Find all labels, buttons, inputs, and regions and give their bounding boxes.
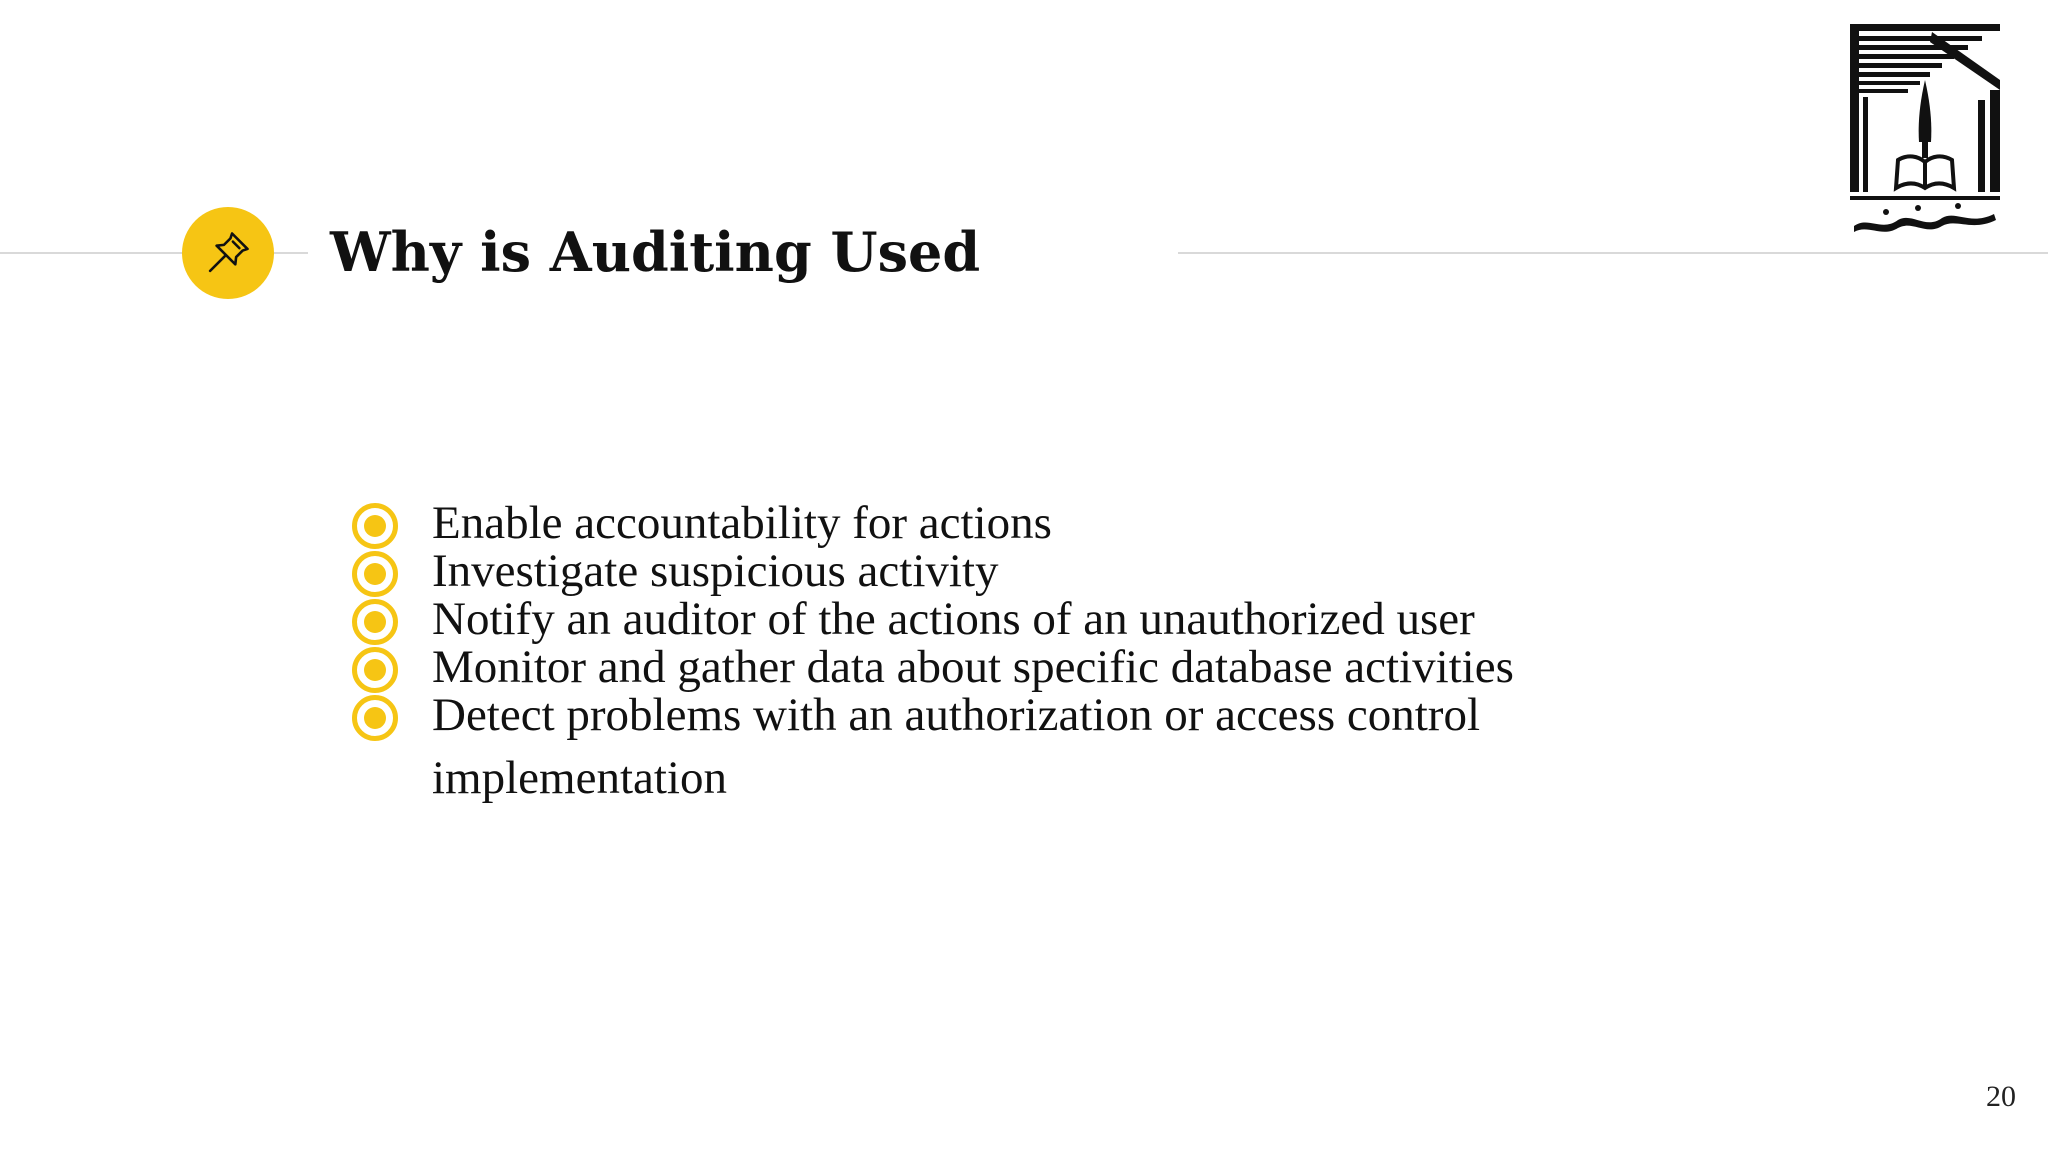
bullet-list bbox=[350, 492, 1750, 804]
pushpin-icon bbox=[182, 207, 274, 299]
bullet-text: Detect problems with an authorization or access control implementation bbox=[432, 689, 1480, 804]
header-rule-left bbox=[0, 252, 183, 254]
slide-title: Why is Auditing Used bbox=[330, 220, 981, 284]
bullet-text: Monitor and gather data about specific database activities bbox=[432, 641, 1514, 693]
bullet-text: Notify an auditor of the actions of an unauthorized user bbox=[432, 593, 1475, 645]
header-rule-mid bbox=[272, 252, 308, 254]
university-logo bbox=[1846, 20, 2004, 242]
bullet-text: Investigate suspicious activity bbox=[432, 545, 999, 597]
bullet-item bbox=[350, 684, 1750, 810]
bullet-text: Enable accountability for actions bbox=[432, 497, 1052, 549]
header-rule-right bbox=[1178, 252, 2048, 254]
radio-bullet-icon bbox=[352, 695, 398, 741]
page-number: 20 bbox=[1986, 1080, 2016, 1113]
